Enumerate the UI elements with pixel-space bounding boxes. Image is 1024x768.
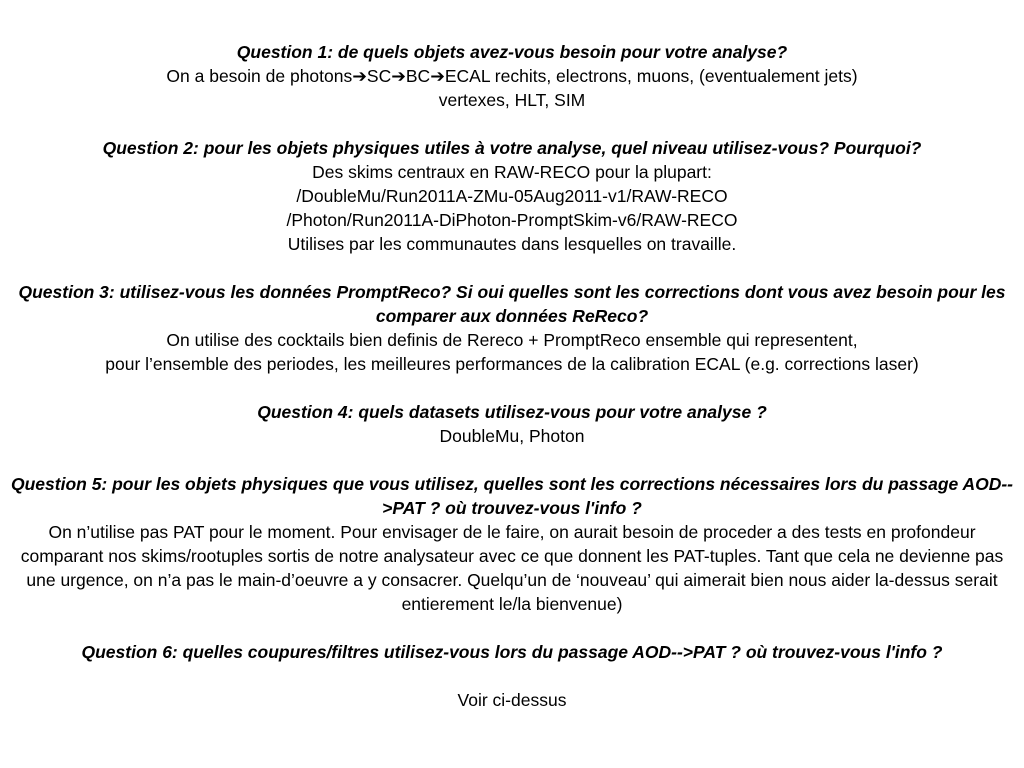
question-4-answer-line-1: DoubleMu, Photon <box>439 426 585 446</box>
question-5-heading: Question 5: pour les objets physiques que vous utilisez, quelles sont les corrections nécessaires lors du passage AOD-->PAT ? où trouvez-vous l'info ? <box>11 474 1013 518</box>
question-2-heading: Question 2: pour les objets physiques utiles à votre analyse, quel niveau utilisez-vous? Pourquoi? <box>102 138 922 158</box>
question-3-answer-line-1: On utilise des cocktails bien definis de Rereco + PromptReco ensemble qui representent, <box>166 330 858 350</box>
closing-text: Voir ci-dessus <box>457 690 567 710</box>
closing-block <box>10 688 1014 712</box>
question-block-2 <box>10 136 1014 256</box>
question-block-5 <box>10 472 1014 616</box>
question-1-answer-line-2: vertexes, HLT, SIM <box>438 90 586 110</box>
question-block-4 <box>10 400 1014 448</box>
question-2-answer-line-1: Des skims centraux en RAW-RECO pour la plupart: <box>312 162 712 182</box>
question-5-answer-paragraph: On n’utilise pas PAT pour le moment. Pour envisager de le faire, on aurait besoin de proceder a des tests en profondeur comparant nos skims/rootuples sortis de notre analysateur avec ce que donnent les PAT-tuples. Tant que cela ne devienne pas une urgence, on n’a pas le main-d’oeuvre a y consacrer. Quelqu’un de ‘nouveau’ qui aimerait bien nous aider la-dessus serait entierement le/la bienvenue) <box>20 522 1004 614</box>
question-1-heading: Question 1: de quels objets avez-vous besoin pour votre analyse? <box>236 42 788 62</box>
question-1-answer-line-1: On a besoin de photons➔SC➔BC➔ECAL rechits, electrons, muons, (eventualement jets) <box>166 66 858 86</box>
question-4-heading: Question 4: quels datasets utilisez-vous pour votre analyse ? <box>257 402 767 422</box>
question-block-1 <box>10 40 1014 112</box>
slide-content <box>10 40 1014 736</box>
question-2-answer-line-3: /Photon/Run2011A-DiPhoton-PromptSkim-v6/RAW-RECO <box>286 210 738 230</box>
question-block-3 <box>10 280 1014 376</box>
question-3-heading: Question 3: utilisez-vous les données PromptReco? Si oui quelles sont les corrections dont vous avez besoin pour les comparer aux données ReReco? <box>18 282 1006 326</box>
question-6-heading: Question 6: quelles coupures/filtres utilisez-vous lors du passage AOD-->PAT ? où trouvez-vous l'info ? <box>81 642 943 662</box>
question-block-6 <box>10 640 1014 664</box>
question-2-answer-line-4: Utilises par les communautes dans lesquelles on travaille. <box>287 234 737 254</box>
question-2-answer-line-2: /DoubleMu/Run2011A-ZMu-05Aug2011-v1/RAW-RECO <box>296 186 728 206</box>
question-3-answer-line-2: pour l’ensemble des periodes, les meilleures performances de la calibration ECAL (e.g. corrections laser) <box>105 354 919 374</box>
